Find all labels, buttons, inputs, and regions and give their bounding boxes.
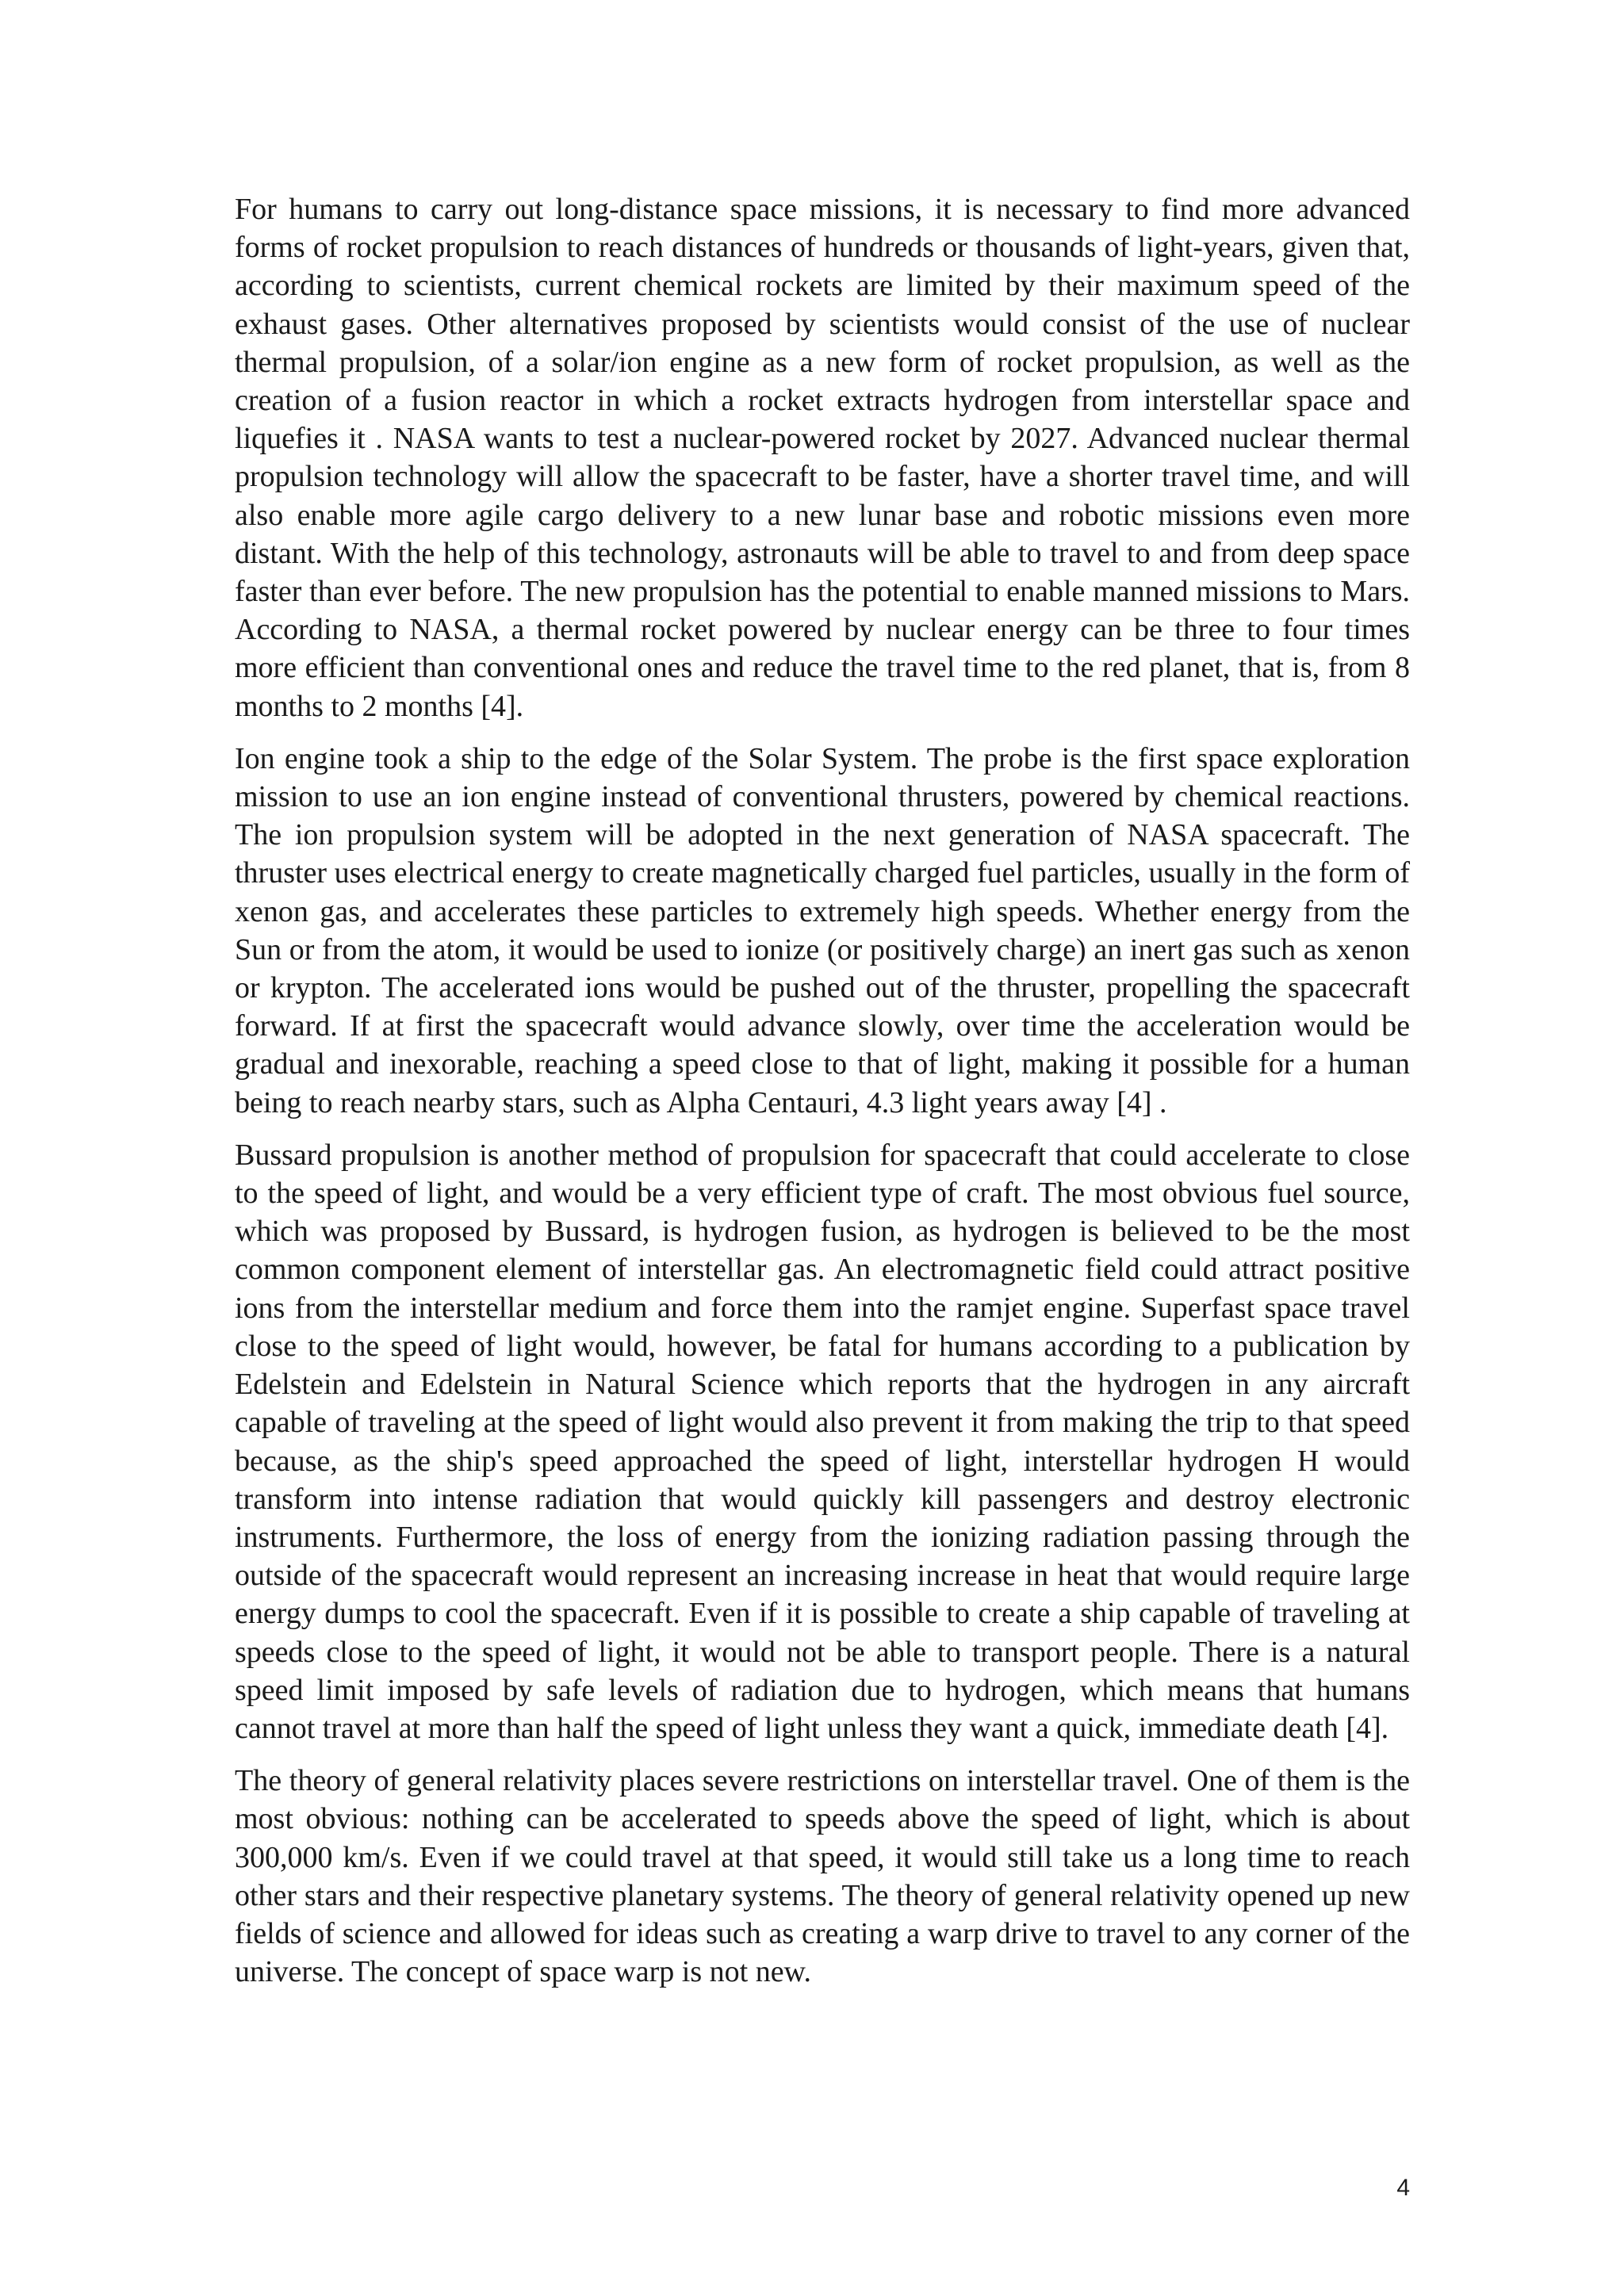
paragraph-bussard-propulsion: Bussard propulsion is another method of propulsion for spacecraft that could accelerate to close to the speed of light, and would be a very efficient type of craft. The most obvious fuel source, which was proposed by Bussard, is hydrogen fusion, as hydrogen is believed to be the most common component element of interstellar gas. An electromagnetic field could attract positive ions from the interstellar medium and force them into the ramjet engine. Superfast space travel close to the speed of light would, however, be fatal for humans according to a publication by Edelstein and Edelstein in Natural Science which reports that the hydrogen in any aircraft capable of traveling at the speed of light would also prevent it from making the trip to that speed because, as the ship's speed approached the speed of light, interstellar hydrogen H would transform into intense radiation that would quickly kill passengers and destroy electronic instruments. Furthermore, the loss of energy from the ionizing radiation passing through the outside of the spacecraft would represent an increasing increase in heat that would require large energy dumps to cool the spacecraft. Even if it is possible to create a ship capable of traveling at speeds close to the speed of light, it would not be able to transport people. There is a natural speed limit imposed by safe levels of radiation due to hydrogen, which means that humans cannot travel at more than half the speed of light unless they want a quick, immediate death [4]. [235, 1138, 1410, 1745]
page-number: 4 [1396, 2175, 1410, 2201]
paragraph-general-relativity: The theory of general relativity places severe restrictions on interstellar travel. One of them is the most obvious: nothing can be accelerated to speeds above the speed of light, which is about 300,000 km/s. Even if we could travel at that speed, it would still take us a long time to reach other stars and their respective planetary systems. The theory of general relativity opened up new fields of science and allowed for ideas such as creating a warp drive to travel to any corner of the universe. The concept of space warp is not new. [235, 1764, 1410, 1989]
paragraph-ion-engine: Ion engine took a ship to the edge of the Solar System. The probe is the first space exploration mission to use an ion engine instead of conventional thrusters, powered by chemical reactions. The ion propulsion system will be adopted in the next generation of NASA spacecraft. The thruster uses electrical energy to create magnetically charged fuel particles, usually in the form of xenon gas, and accelerates these particles to extremely high speeds. Whether energy from the Sun or from the atom, it would be used to ionize (or positively charge) an inert gas such as xenon or krypton. The accelerated ions would be pushed out of the thruster, propelling the spacecraft forward. If at first the spacecraft would advance slowly, over time the acceleration would be gradual and inexorable, reaching a speed close to that of light, making it possible for a human being to reach nearby stars, such as Alpha Centauri, 4.3 light years away [4] . [235, 741, 1410, 1119]
body-text [235, 190, 1410, 2005]
paragraph-nuclear-propulsion: For humans to carry out long-distance space missions, it is necessary to find more advanced forms of rocket propulsion to reach distances of hundreds or thousands of light-years, given that, according to scientists, current chemical rockets are limited by their maximum speed of the exhaust gases. Other alternatives proposed by scientists would consist of the use of nuclear thermal propulsion, of a solar/ion engine as a new form of rocket propulsion, as well as the creation of a fusion reactor in which a rocket extracts hydrogen from interstellar space and liquefies it . NASA wants to test a nuclear-powered rocket by 2027. Advanced nuclear thermal propulsion technology will allow the spacecraft to be faster, have a shorter travel time, and will also enable more agile cargo delivery to a new lunar base and robotic missions even more distant. With the help of this technology, astronauts will be able to travel to and from deep space faster than ever before. The new propulsion has the potential to enable manned missions to Mars. According to NASA, a thermal rocket powered by nuclear energy can be three to four times more efficient than conventional ones and reduce the travel time to the red planet, that is, from 8 months to 2 months [4]. [235, 193, 1410, 723]
